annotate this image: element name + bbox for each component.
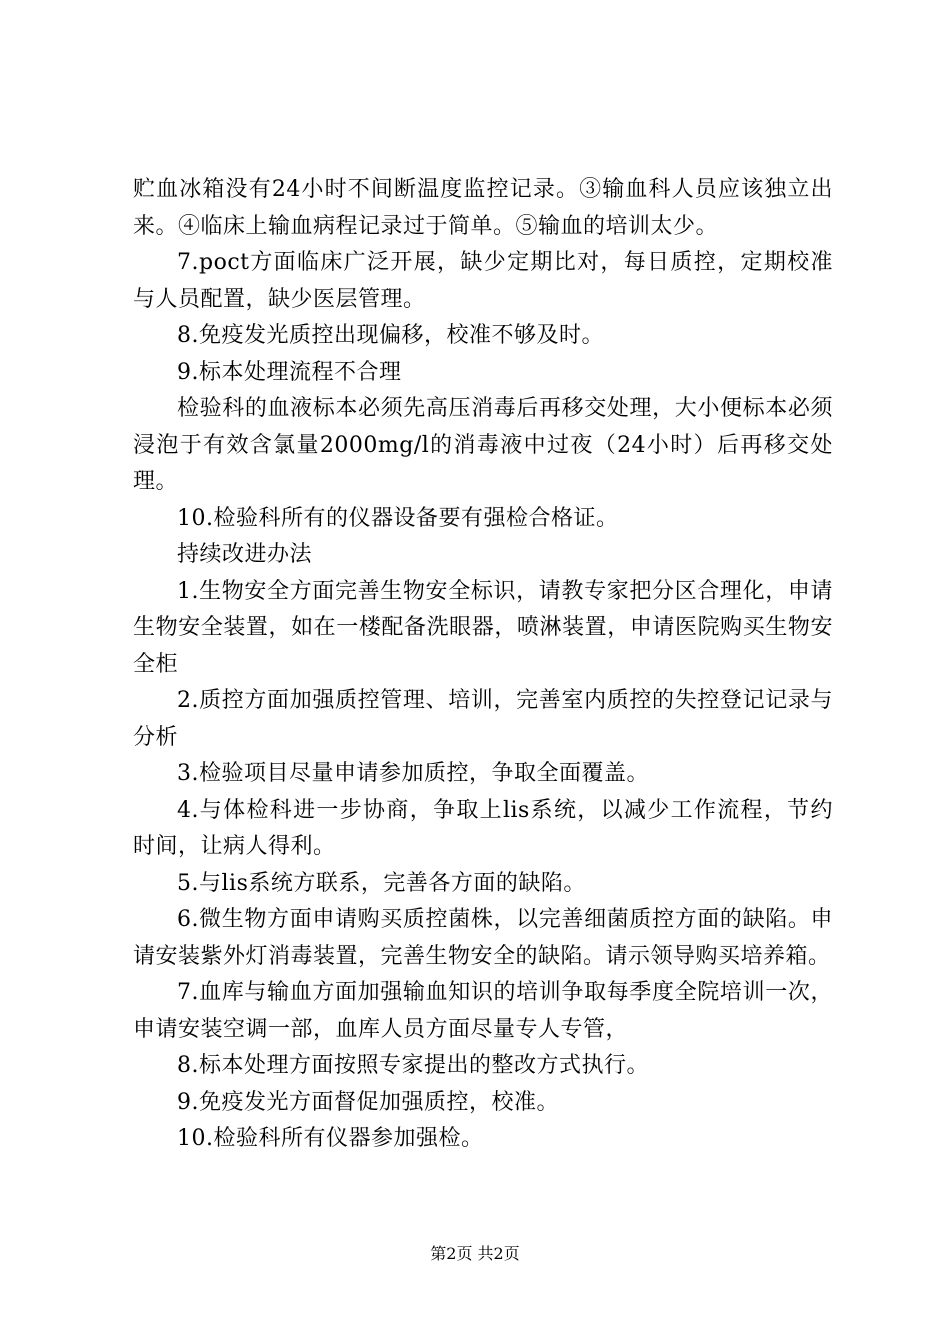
paragraph: 1.生物安全方面完善生物安全标识，请教专家把分区合理化，申请生物安全装置，如在一楼配备洗眼器，喷淋装置，申请医院购买生物安全柜 [133, 578, 833, 677]
paragraph: 持续改进办法 [177, 542, 313, 567]
paragraph: 9.标本处理流程不合理 [177, 359, 402, 385]
paragraph: 4.与体检科进一步协商，争取上lis系统，以减少工作流程，节约时间，让病人得利。 [133, 797, 833, 859]
paragraph: 9.免疫发光方面督促加强质控，校准。 [177, 1089, 559, 1115]
paragraph: 7.血库与输血方面加强输血知识的培训争取每季度全院培训一次，申请安装空调一部，血库人员方面尽量专人专管， [133, 980, 833, 1042]
paragraph: 贮血冰箱没有24小时不间断温度监控记录。③输血科人员应该独立出来。④临床上输血病程记录过于简单。⑤输血的培训太少。 [133, 177, 833, 239]
paragraph: 5.与lis系统方联系，完善各方面的缺陷。 [177, 870, 586, 896]
paragraph: 8.免疫发光质控出现偏移，校准不够及时。 [177, 323, 604, 348]
page-footer: 第2页 共2页 [430, 1244, 520, 1263]
paragraph: 检验科的血液标本必须先高压消毒后再移交处理，大小便标本必须浸泡于有效含氯量2000mg/l的消毒液中过夜（24小时）后再移交处理。 [133, 396, 833, 494]
paragraph: 2.质控方面加强质控管理、培训，完善室内质控的失控登记记录与分析 [133, 688, 833, 750]
paragraph: 10.检验科所有仪器参加强检。 [177, 1126, 484, 1151]
paragraph: 6.微生物方面申请购买质控菌株，以完善细菌质控方面的缺陷。申请安装紫外灯消毒装置，完善生物安全的缺陷。请示领导购买培养箱。 [133, 907, 833, 969]
document-body [133, 172, 833, 1158]
paragraph: 3.检验项目尽量申请参加质控，争取全面覆盖。 [177, 761, 649, 786]
paragraph: 10.检验科所有的仪器设备要有强检合格证。 [177, 505, 619, 531]
paragraph: 7.poct方面临床广泛开展，缺少定期比对，每日质控，定期校准与人员配置，缺少医层管理。 [133, 250, 833, 312]
paragraph: 8.标本处理方面按照专家提出的整改方式执行。 [177, 1053, 649, 1078]
